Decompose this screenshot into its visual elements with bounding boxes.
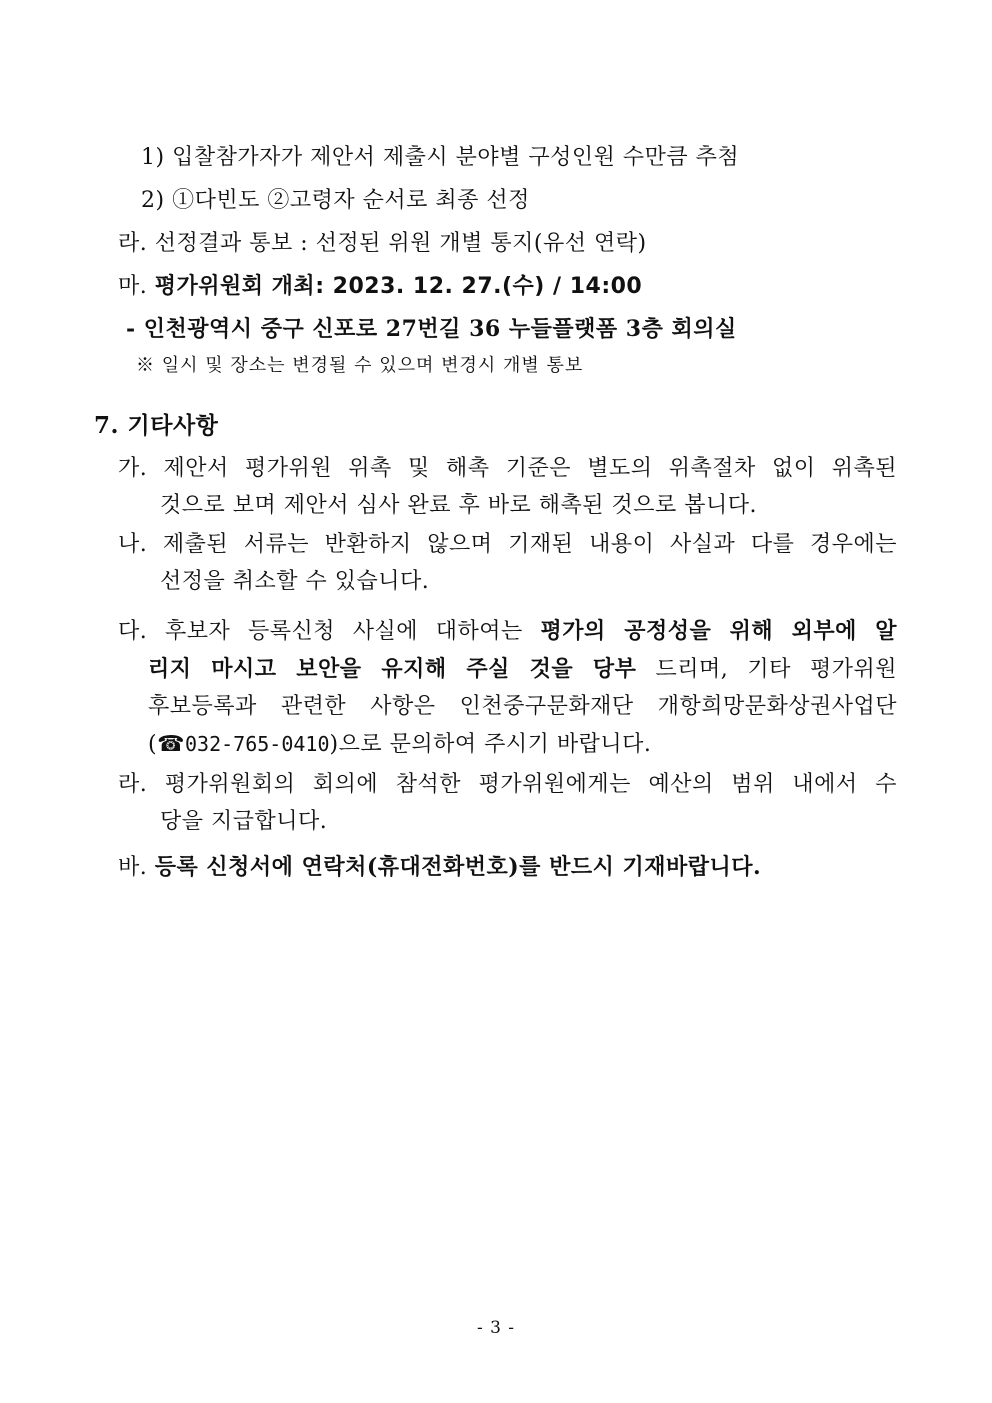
meeting-venue: - 인천광역시 중구 신포로 27번길 36 누들플랫폼 3층 회의실 [126, 316, 737, 342]
committee-meeting-label: 평가위원회 개최 [154, 273, 316, 299]
item-prefix: 마. [118, 274, 155, 299]
result-notice-item: 라. 선정결과 통보 : 선정된 위원 개별 통지(유선 연락) [118, 231, 647, 256]
item-ra-line-1: 라. 평가위원회의 회의에 참석한 평가위원에게는 예산의 범위 내에서 수 [118, 772, 897, 797]
item-da-emphasis-2: 리지 마시고 보안을 유지해 주실 것을 당부 [148, 656, 637, 682]
item-da-line-2 [148, 654, 897, 685]
section-7-heading: 7. 기타사항 [94, 412, 219, 439]
item-ga-line-2: 것으로 보며 제안서 심사 완료 후 바로 해촉된 것으로 봅니다. [160, 493, 757, 518]
committee-meeting-datetime: : 2023. 12. 27.(수) / 14:00 [315, 274, 643, 299]
item-na-line-2: 선정을 취소할 수 있습니다. [160, 569, 430, 594]
item-da-line-3: 후보등록과 관련한 사항은 인천중구문화재단 개항희망문화상권사업단 [148, 694, 897, 719]
contact-required-notice: 등록 신청서에 연락처(휴대전화번호)를 반드시 기재바랍니다. [154, 854, 762, 880]
schedule-change-note: ※ 일시 및 장소는 변경될 수 있으며 변경시 개별 통보 [136, 355, 584, 376]
item-da-text: 다. 후보자 등록신청 사실에 대하여는 [118, 619, 541, 644]
item-da-emphasis-1: 평가의 공정성을 위해 외부에 알 [540, 618, 897, 644]
item-prefix: 바. [118, 855, 155, 880]
item-ba-line [118, 852, 761, 883]
selection-step-1: 1) 입찰참가자가 제안서 제출시 분야별 구성인원 수만큼 추첨 [141, 145, 740, 170]
selection-step-2: 2) ①다빈도 ②고령자 순서로 최종 선정 [141, 188, 530, 213]
item-da-line-1 [118, 616, 897, 647]
item-da-line-4-text: )으로 문의하여 주시기 바랍니다. [329, 732, 652, 757]
contact-phone-number: 032-765-0410 [185, 732, 330, 756]
item-da-line-4 [148, 729, 651, 760]
item-ga-line-1: 가. 제안서 평가위원 위촉 및 해촉 기준은 별도의 위촉절차 없이 위촉된 [118, 456, 897, 481]
item-na-line-1: 나. 제출된 서류는 반환하지 않으며 기재된 내용이 사실과 다를 경우에는 [118, 532, 897, 557]
item-ra-line-2: 당을 지급합니다. [160, 809, 328, 834]
page-number: - 3 - [476, 1318, 516, 1338]
committee-meeting-item [118, 271, 642, 302]
phone-icon: ☎ [157, 732, 185, 757]
item-da-text-2: 드리며, 기타 평가위원 [636, 657, 897, 682]
paren-open: ( [148, 732, 158, 757]
